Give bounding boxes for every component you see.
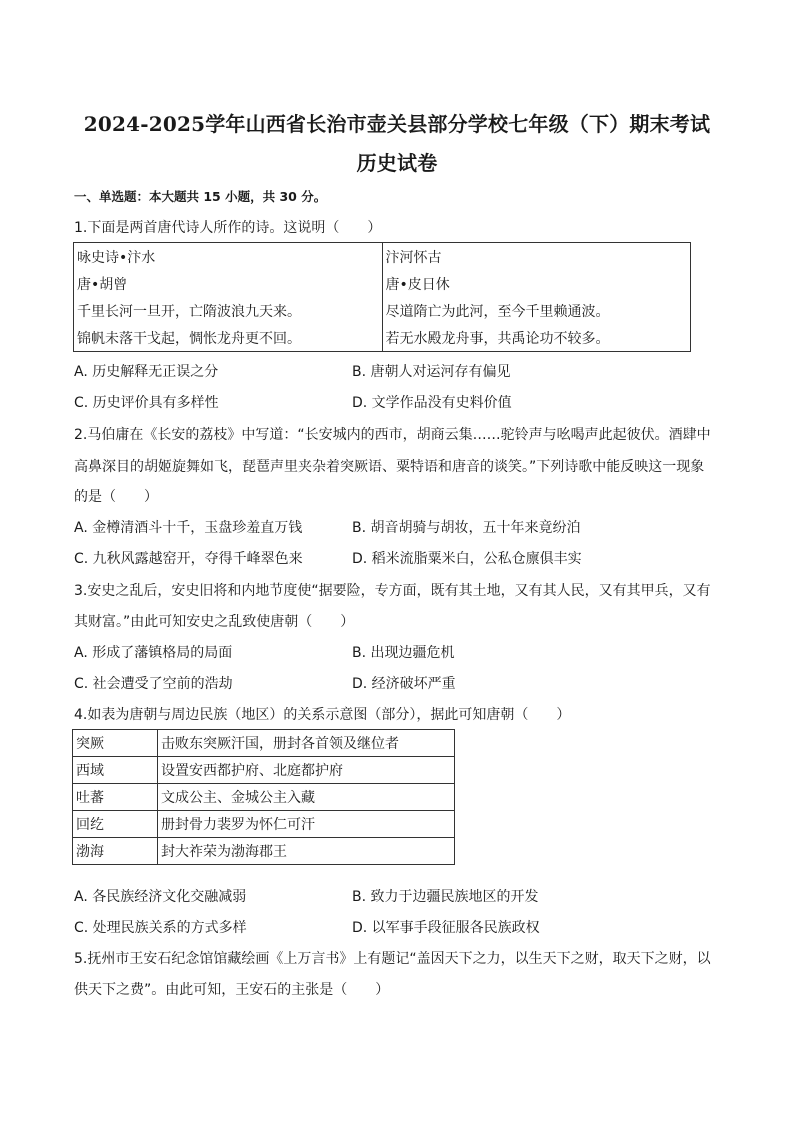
poem-right-title: 汴河怀古 (382, 243, 691, 271)
q1-option-c: C. 历史评价具有多样性 (74, 395, 219, 411)
q1-option-d: D. 文学作品没有史料价值 (352, 395, 512, 411)
q4-option-a: A. 各民族经济文化交融减弱 (74, 889, 247, 905)
q5-stem-line1: 5.抚州市王安石纪念馆馆藏绘画《上万言书》上有题记“盖因天下之力，以生天下之财，取天下之财，以 (74, 951, 711, 967)
table-row (74, 243, 691, 271)
table-row (74, 324, 691, 352)
q1-option-a: A. 历史解释无正误之分 (74, 364, 219, 380)
table-row (73, 757, 455, 784)
table-cell-relation: 册封骨力裴罗为怀仁可汗 (158, 811, 455, 838)
q5-stem-line2: 供天下之费”。由此可知，王安石的主张是（ ） (74, 982, 390, 998)
q1-poem-table (73, 242, 691, 352)
table-row (73, 730, 455, 757)
section-heading: 一、单选题：本大题共 15 小题，共 30 分。 (74, 189, 327, 204)
table-row (73, 811, 455, 838)
table-cell-relation: 击败东突厥汗国，册封各首领及继位者 (158, 730, 455, 757)
table-cell-relation: 文成公主、金城公主入藏 (158, 784, 455, 811)
table-row (74, 270, 691, 297)
table-cell-relation: 封大祚荣为渤海郡王 (158, 838, 455, 865)
q2-stem-line2: 高鼻深目的胡姬旋舞如飞，琵琶声里夹杂着突厥语、粟特语和唐音的谈笑。”下列诗歌中能反映这一现象 (74, 459, 705, 475)
q1-option-b: B. 唐朝人对运河存有偏见 (352, 364, 511, 380)
table-row (74, 297, 691, 324)
table-cell-region: 吐蕃 (73, 784, 158, 811)
q4-option-b: B. 致力于边疆民族地区的开发 (352, 889, 539, 905)
q3-stem-line1: 3.安史之乱后，安史旧将和内地节度使“据要险，专方面，既有其土地，又有其人民，又有其甲兵，又有 (74, 583, 711, 599)
poem-left-line1: 千里长河一旦开，亡隋波浪九天来。 (74, 297, 383, 324)
table-cell-region: 西域 (73, 757, 158, 784)
table-row (73, 838, 455, 865)
poem-left-title: 咏史诗•汴水 (74, 243, 383, 271)
poem-right-line2: 若无水殿龙舟事，共禹论功不较多。 (382, 324, 691, 352)
exam-title-line1: 2024-2025学年山西省长治市壶关县部分学校七年级（下）期末考试 (83, 112, 711, 136)
table-row (73, 784, 455, 811)
q3-option-a: A. 形成了藩镇格局的局面 (74, 645, 233, 661)
poem-right-line1: 尽道隋亡为此河，至今千里赖通波。 (382, 297, 691, 324)
q2-option-a: A. 金樽清酒斗十千，玉盘珍羞直万钱 (74, 520, 303, 536)
exam-title-line2: 历史试卷 (356, 151, 438, 175)
q4-relations-table (72, 729, 455, 865)
poem-left-author: 唐•胡曾 (74, 270, 383, 297)
q2-option-c: C. 九秋风露越窑开，夺得千峰翠色来 (74, 551, 303, 567)
table-cell-region: 突厥 (73, 730, 158, 757)
q2-stem-line3: 的是（ ） (74, 489, 158, 505)
q3-option-d: D. 经济破坏严重 (352, 676, 456, 692)
q3-option-c: C. 社会遭受了空前的浩劫 (74, 676, 233, 692)
table-cell-region: 渤海 (73, 838, 158, 865)
q4-option-d: D. 以军事手段征服各民族政权 (352, 920, 540, 936)
q4-option-c: C. 处理民族关系的方式多样 (74, 920, 247, 936)
q3-option-b: B. 出现边疆危机 (352, 645, 455, 661)
table-cell-relation: 设置安西都护府、北庭都护府 (158, 757, 455, 784)
q3-stem-line2: 其财富。”由此可知安史之乱致使唐朝（ ） (74, 614, 355, 630)
q2-stem-line1: 2.马伯庸在《长安的荔枝》中写道：“长安城内的西市，胡商云集……驼铃声与吆喝声此起彼伏。酒肆中 (74, 427, 711, 443)
q2-option-b: B. 胡音胡骑与胡妆，五十年来竟纷泊 (352, 520, 581, 536)
poem-right-author: 唐•皮日休 (382, 270, 691, 297)
poem-left-line2: 锦帆未落干戈起，惆怅龙舟更不回。 (74, 324, 383, 352)
q1-stem: 1.下面是两首唐代诗人所作的诗。这说明（ ） (74, 220, 382, 236)
table-cell-region: 回纥 (73, 811, 158, 838)
q2-option-d: D. 稻米流脂粟米白，公私仓廪俱丰实 (352, 551, 582, 567)
q4-stem: 4.如表为唐朝与周边民族（地区）的关系示意图（部分），据此可知唐朝（ ） (74, 707, 571, 723)
